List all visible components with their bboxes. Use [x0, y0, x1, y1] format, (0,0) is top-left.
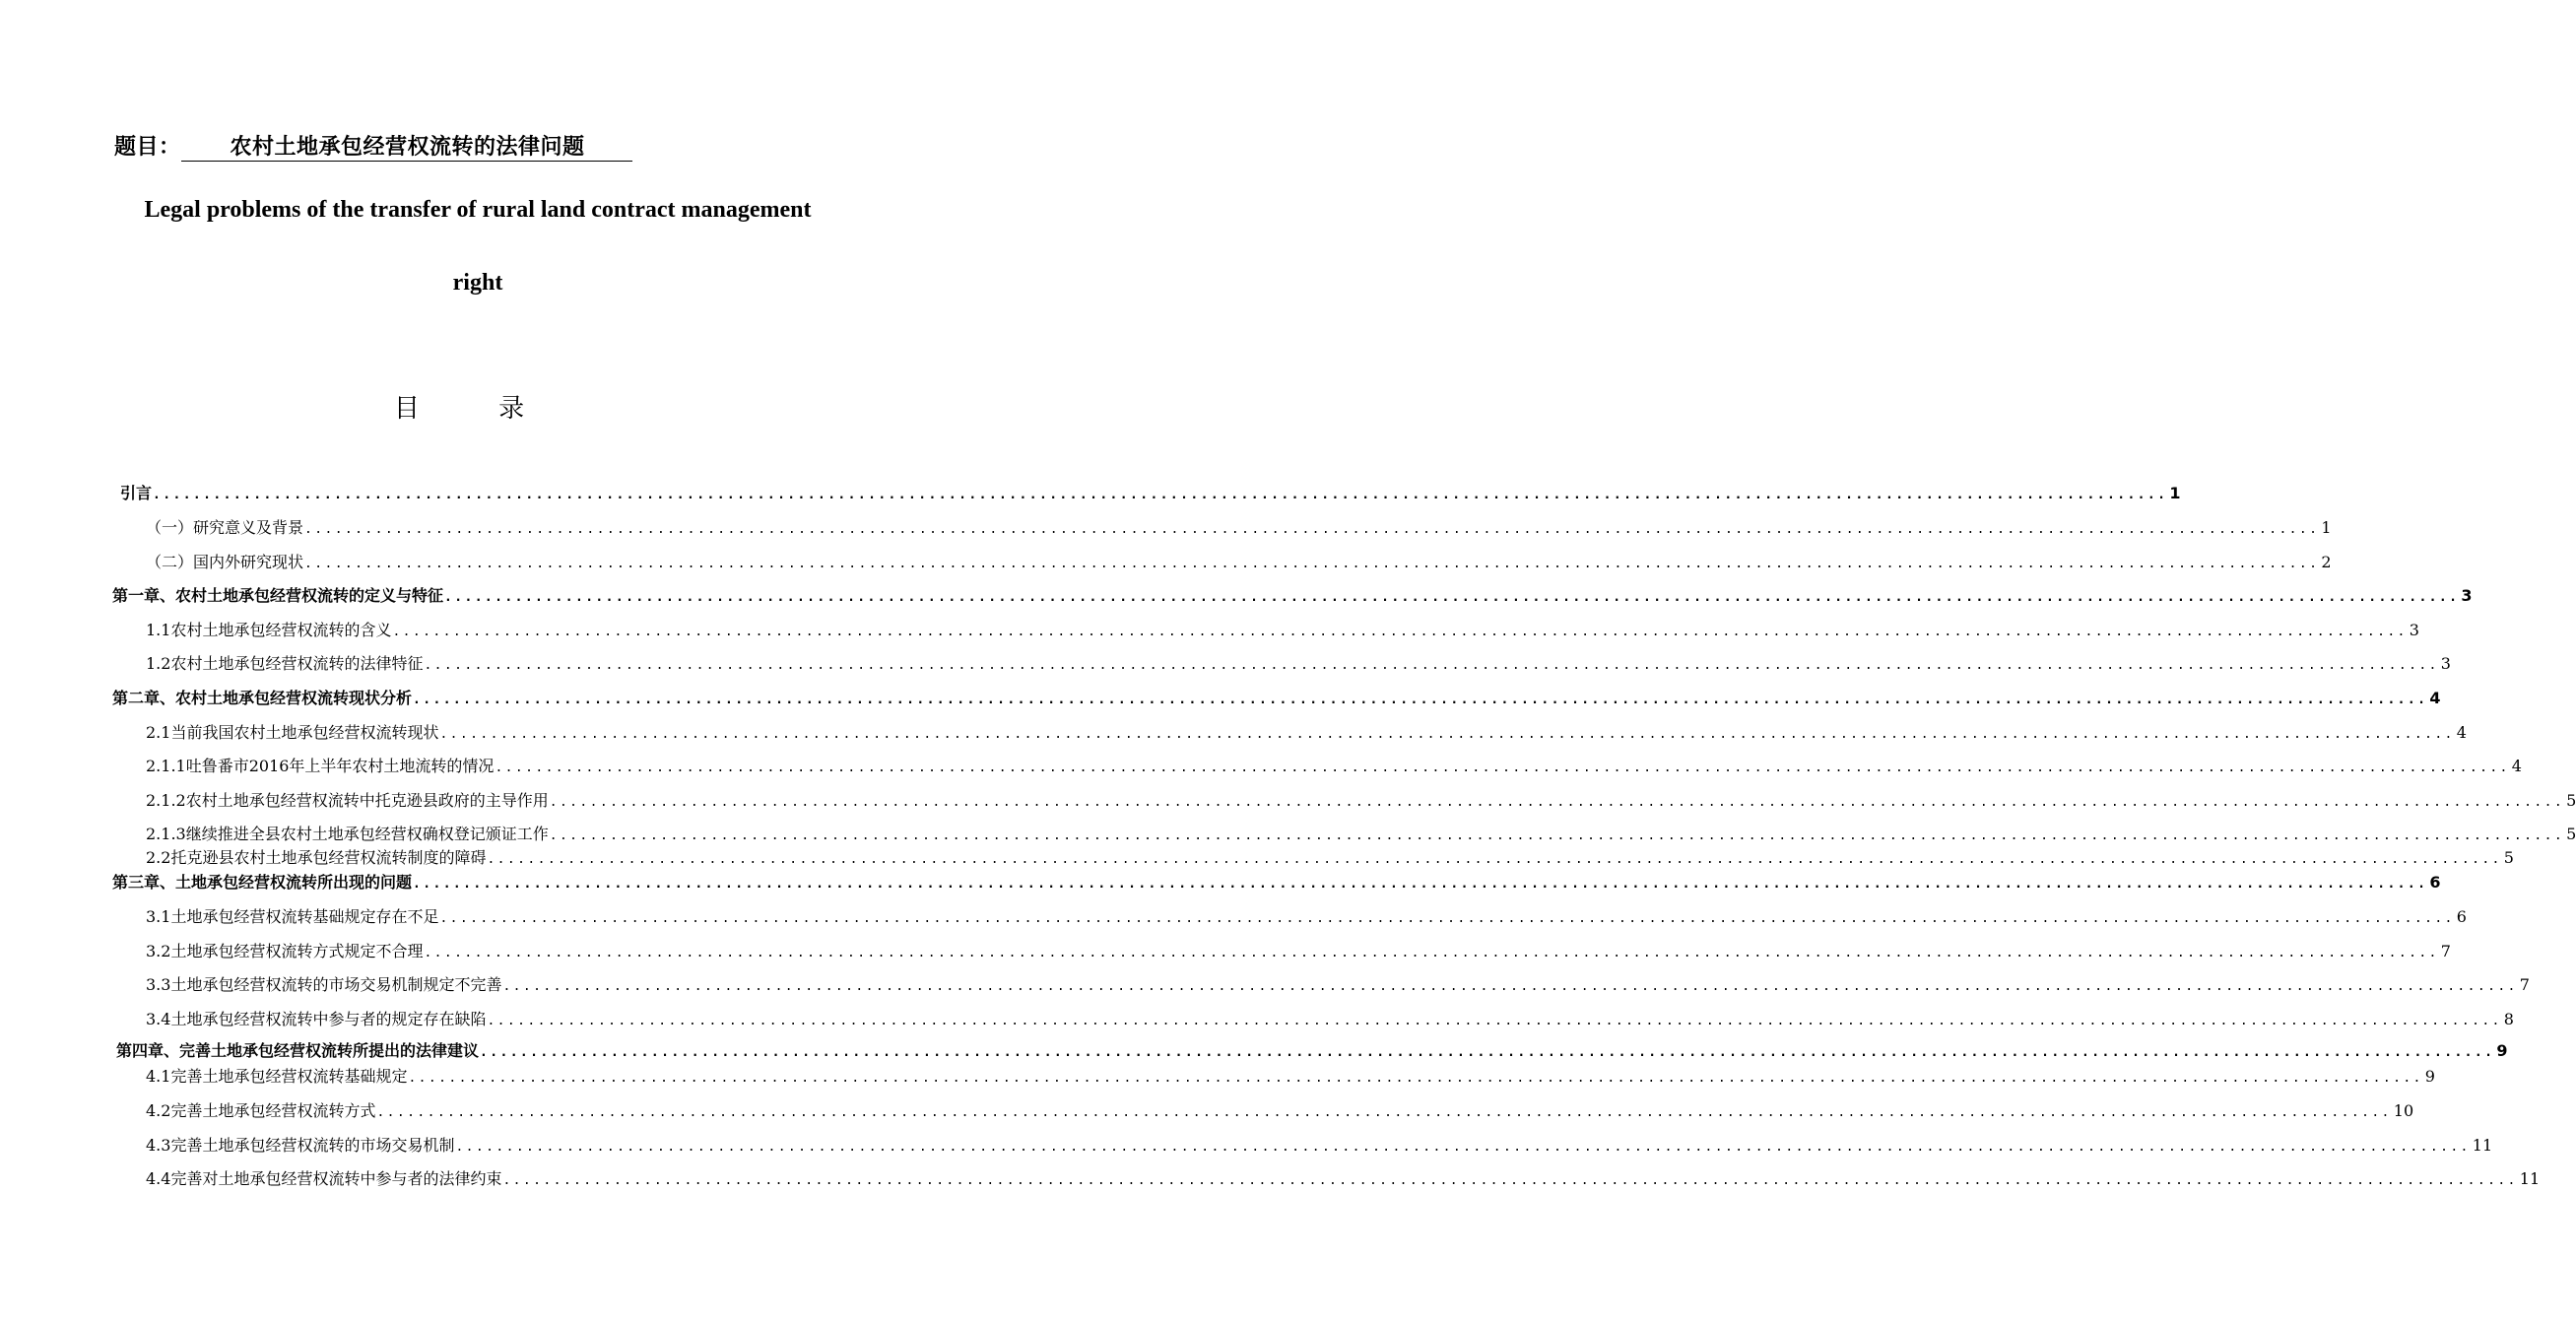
toc-page-number: 1: [2321, 518, 2332, 537]
toc-section-entry: [146, 824, 2576, 847]
toc-entry-label: 第一章、农村土地承包经营权流转的定义与特征: [112, 586, 444, 605]
toc-leader-dots: ........................................................................................................................................................................................................: [480, 1045, 2495, 1060]
toc-chapter-entry: [112, 872, 2441, 895]
toc-leader-dots: ........................................................................................................................................................................................................: [439, 727, 2455, 742]
toc-entry-label: 3.4土地承包经营权流转中参与者的规定存在缺陷: [146, 1010, 487, 1028]
toc-leader-dots: ........................................................................................................................................................................................................: [424, 946, 2439, 960]
toc-leader-dots: ........................................................................................................................................................................................................: [502, 979, 2518, 994]
toc-page-number: 11: [2472, 1136, 2493, 1155]
toc-entry-label: 4.3完善土地承包经营权流转的市场交易机制: [146, 1136, 455, 1155]
toc-chapter-entry: [120, 483, 2181, 506]
toc-entry-label: 2.1.1吐鲁番市2016年上半年农村土地流转的情况: [146, 757, 495, 775]
toc-leader-dots: ........................................................................................................................................................................................................: [444, 590, 2460, 605]
toc-entry-label: （一）研究意义及背景: [146, 518, 304, 537]
toc-leader-dots: ........................................................................................................................................................................................................: [487, 852, 2502, 867]
toc-entry-label: 4.1完善土地承包经营权流转基础规定: [146, 1067, 408, 1086]
toc-leader-dots: ........................................................................................................................................................................................................: [153, 488, 2168, 502]
toc-page-number: 3: [2461, 586, 2473, 605]
toc-section-entry: [146, 620, 2419, 643]
toc-entry-label: 1.2农村土地承包经营权流转的法律特征: [146, 654, 424, 673]
toc-section-entry: [146, 790, 2576, 814]
toc-page-number: 11: [2519, 1169, 2541, 1188]
toc-heading: 目 录: [393, 394, 561, 424]
toc-entry-label: 1.1农村土地承包经营权流转的含义: [146, 621, 392, 639]
toc-leader-dots: ........................................................................................................................................................................................................: [487, 1014, 2502, 1028]
toc-chapter-entry: [116, 1040, 2508, 1064]
toc-entry-label: 第三章、土地承包经营权流转所出现的问题: [112, 873, 413, 892]
toc-section-entry: [146, 653, 2451, 677]
toc-entry-label: （二）国内外研究现状: [146, 553, 304, 571]
toc-entry-label: 2.1.3继续推进全县农村土地承包经营权确权登记颁证工作: [146, 825, 549, 843]
toc-leader-dots: ........................................................................................................................................................................................................: [413, 693, 2428, 707]
toc-leader-dots: ........................................................................................................................................................................................................: [549, 828, 2565, 843]
toc-page-number: 3: [2440, 654, 2451, 673]
toc-page-number: 4: [2456, 723, 2467, 742]
toc-chapter-entry: [112, 688, 2441, 711]
toc-leader-dots: ........................................................................................................................................................................................................: [376, 1105, 2392, 1120]
toc-section-entry: [146, 517, 2332, 541]
toc-page-number: 2: [2321, 553, 2332, 571]
toc-page-number: 5: [2503, 848, 2514, 867]
toc-leader-dots: ........................................................................................................................................................................................................: [413, 877, 2428, 892]
toc-section-entry: [146, 552, 2332, 575]
toc-leader-dots: ........................................................................................................................................................................................................: [424, 658, 2439, 673]
toc-section-entry: [146, 906, 2467, 930]
toc-section-entry: [146, 1100, 2414, 1124]
toc-chapter-entry: [112, 585, 2473, 609]
toc-page-number: 4: [2511, 757, 2522, 775]
toc-page-number: 1: [2169, 484, 2181, 502]
toc-entry-label: 第二章、农村土地承包经营权流转现状分析: [112, 689, 413, 707]
toc-leader-dots: ........................................................................................................................................................................................................: [549, 795, 2565, 810]
title-text: 农村土地承包经营权流转的法律问题: [181, 135, 632, 162]
title-prefix: 题目：: [114, 135, 181, 160]
toc-entry-label: 2.1.2农村土地承包经营权流转中托克逊县政府的主导作用: [146, 791, 549, 810]
toc-page-number: 9: [2424, 1067, 2435, 1086]
toc-entry-label: 4.4完善对土地承包经营权流转中参与者的法律约束: [146, 1169, 502, 1188]
toc-section-entry: [146, 722, 2467, 746]
toc-section-entry: [146, 1168, 2541, 1192]
english-title-line-1: Legal problems of the transfer of rural land contract management: [144, 197, 812, 223]
toc-section-entry: [146, 941, 2451, 964]
toc-leader-dots: ........................................................................................................................................................................................................: [304, 557, 2320, 571]
toc-leader-dots: ........................................................................................................................................................................................................: [455, 1140, 2471, 1155]
toc-section-entry: [146, 847, 2514, 871]
toc-page-number: 10: [2393, 1101, 2414, 1120]
toc-section-entry: [146, 974, 2530, 998]
toc-leader-dots: ........................................................................................................................................................................................................: [408, 1071, 2423, 1086]
toc-entry-label: 2.2托克逊县农村土地承包经营权流转制度的障碍: [146, 848, 487, 867]
toc-page-number: 8: [2503, 1010, 2514, 1028]
toc-page-number: 5: [2566, 825, 2576, 843]
toc-page-number: 6: [2429, 873, 2441, 892]
toc-page-number: 7: [2519, 975, 2530, 994]
english-title-line-2: right: [452, 270, 503, 296]
chinese-title: [114, 133, 632, 163]
toc-section-entry: [146, 756, 2522, 779]
toc-page-number: 9: [2496, 1041, 2508, 1060]
toc-page-number: 3: [2409, 621, 2419, 639]
toc-leader-dots: ........................................................................................................................................................................................................: [304, 522, 2320, 537]
toc-leader-dots: ........................................................................................................................................................................................................: [439, 911, 2455, 926]
toc-page-number: 6: [2456, 907, 2467, 926]
toc-leader-dots: ........................................................................................................................................................................................................: [502, 1173, 2518, 1188]
toc-page-number: 5: [2566, 791, 2576, 810]
toc-entry-label: 3.1土地承包经营权流转基础规定存在不足: [146, 907, 439, 926]
toc-section-entry: [146, 1135, 2493, 1158]
toc-entry-label: 4.2完善土地承包经营权流转方式: [146, 1101, 376, 1120]
toc-section-entry: [146, 1009, 2514, 1032]
toc-section-entry: [146, 1066, 2435, 1090]
toc-leader-dots: ........................................................................................................................................................................................................: [495, 761, 2510, 775]
toc-entry-label: 3.3土地承包经营权流转的市场交易机制规定不完善: [146, 975, 502, 994]
toc-entry-label: 2.1当前我国农村土地承包经营权流转现状: [146, 723, 439, 742]
toc-page-number: 4: [2429, 689, 2441, 707]
toc-entry-label: 第四章、完善土地承包经营权流转所提出的法律建议: [116, 1041, 480, 1060]
toc-entry-label: 3.2土地承包经营权流转方式规定不合理: [146, 942, 424, 960]
toc-leader-dots: ........................................................................................................................................................................................................: [392, 625, 2408, 639]
toc-entry-label: 引言: [120, 484, 153, 502]
toc-page-number: 7: [2440, 942, 2451, 960]
